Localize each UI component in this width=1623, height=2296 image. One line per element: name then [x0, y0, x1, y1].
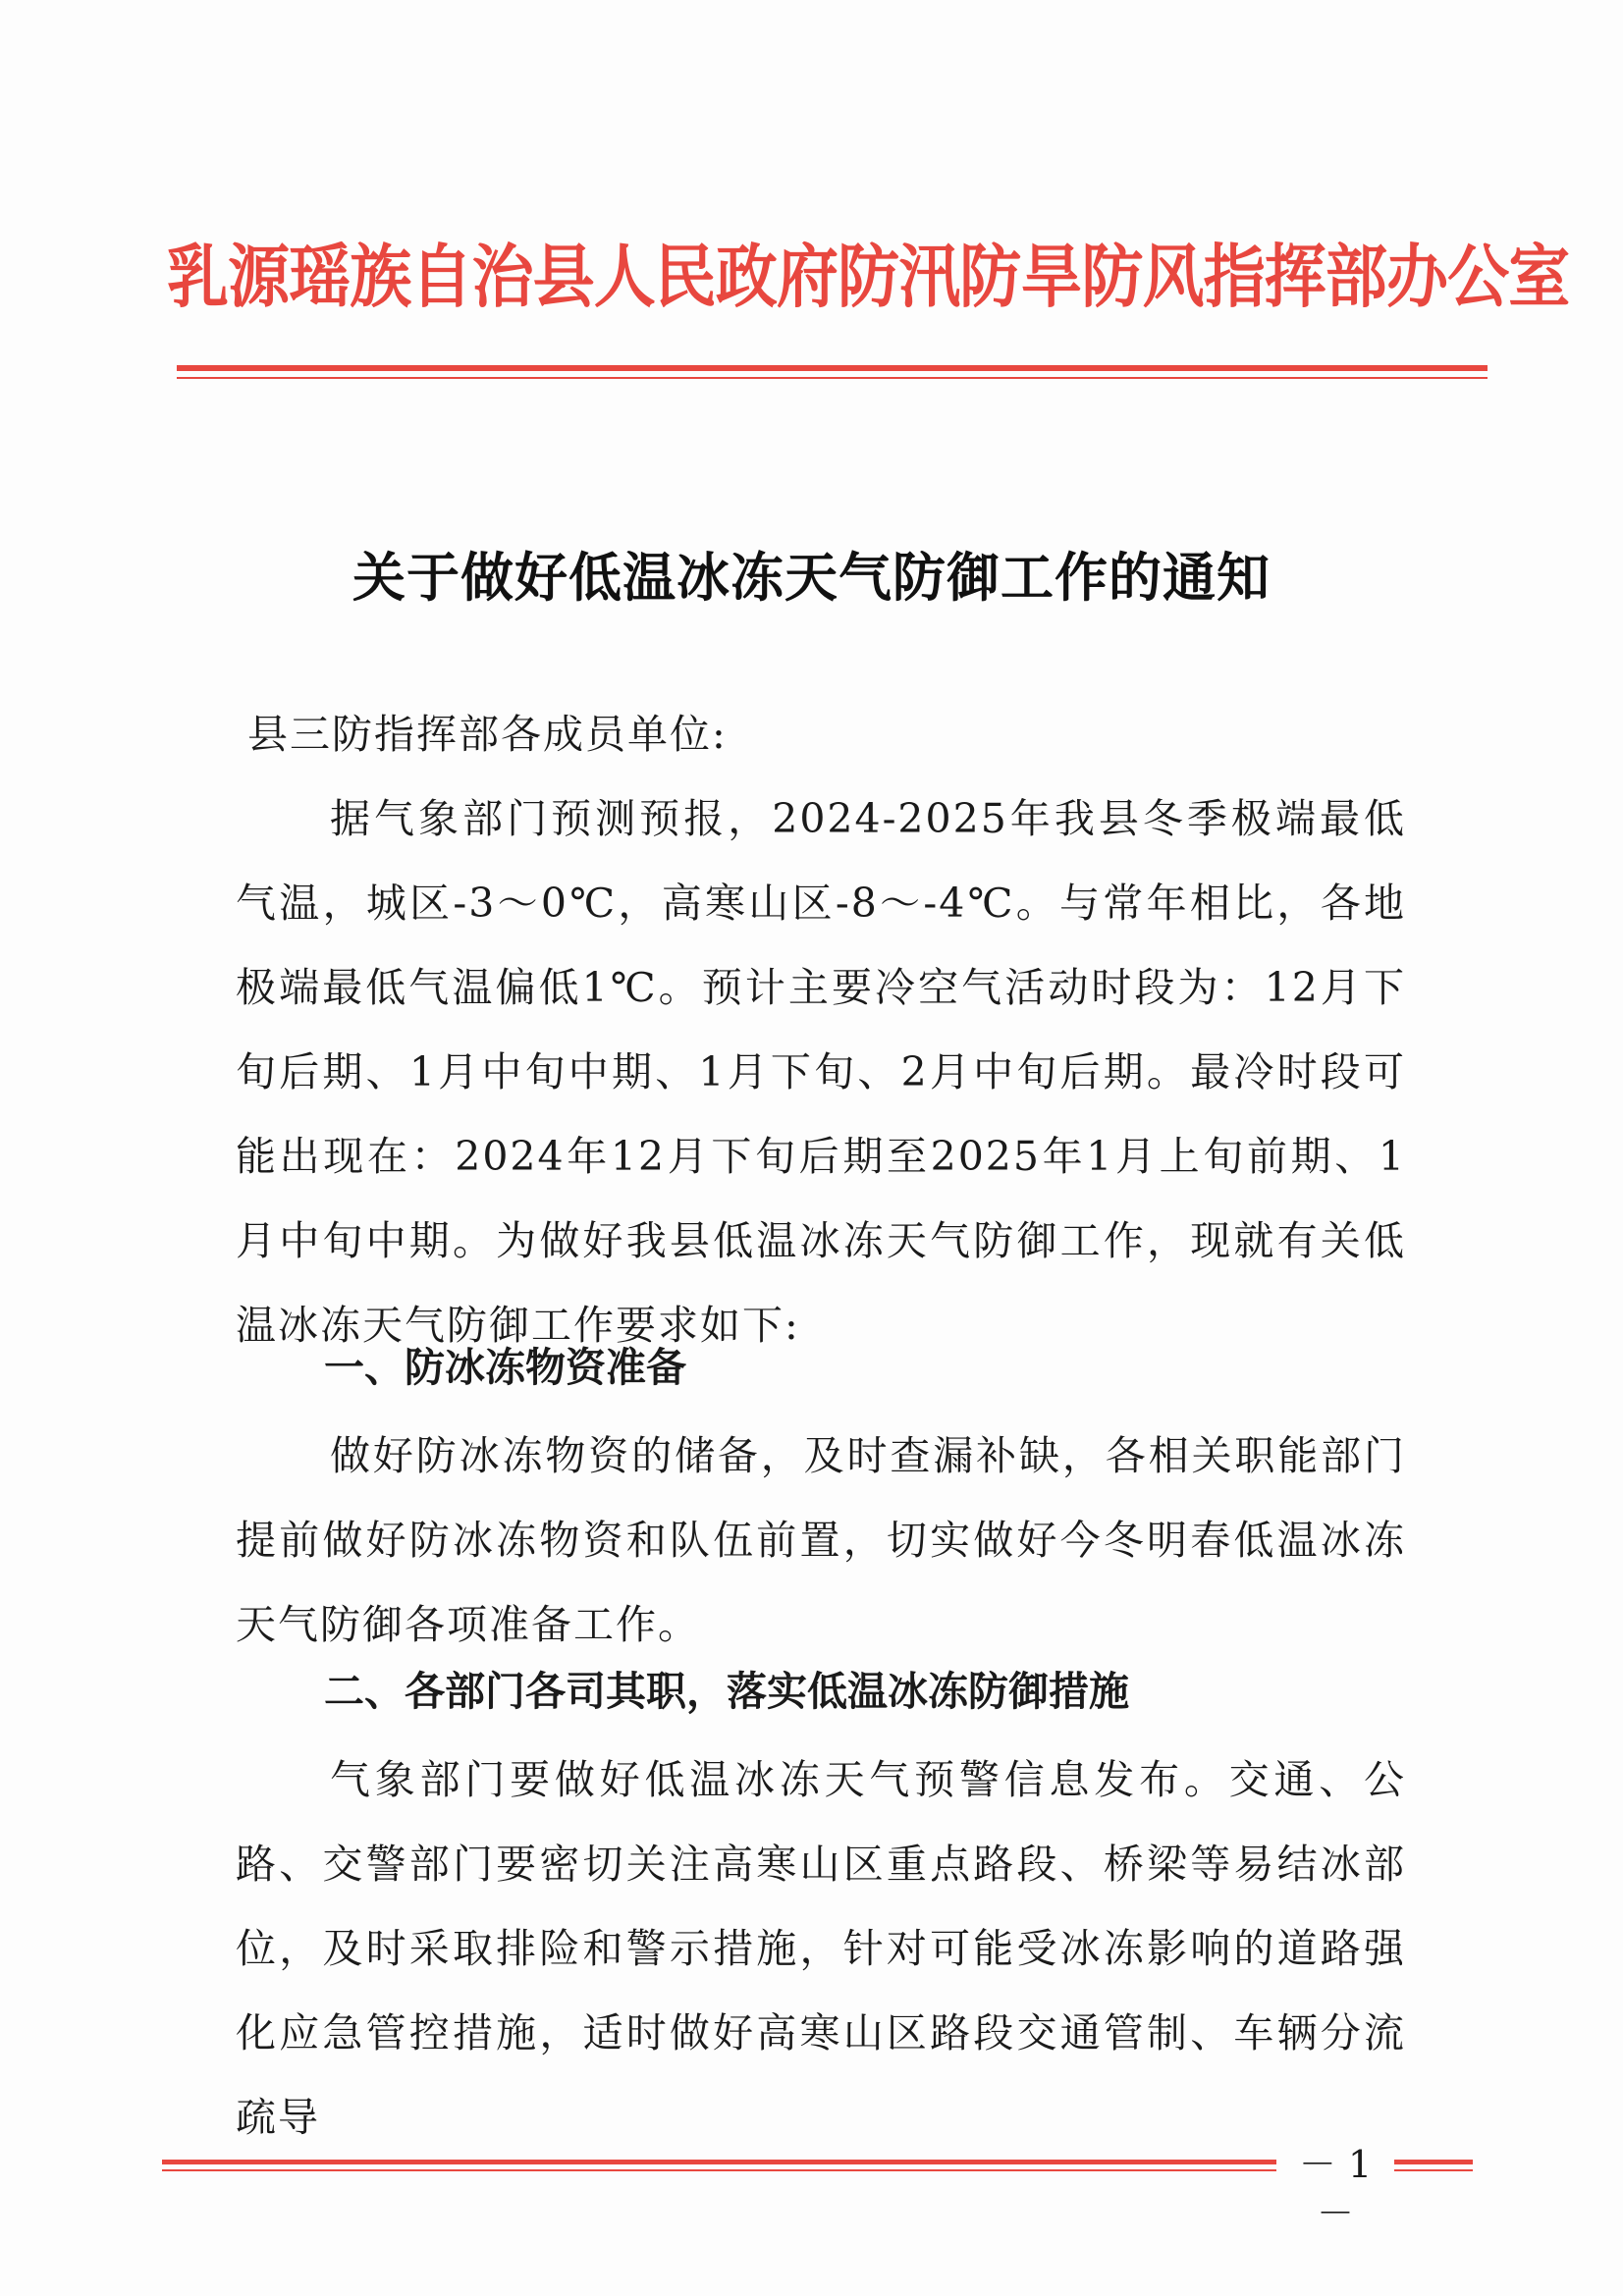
paragraph-section-2: 气象部门要做好低温冰冻天气预警信息发布。交通、公路、交警部门要密切关注高寒山区重点路段、桥梁等易结冰部位，及时采取排险和警示措施，针对可能受冰冻影响的道路强化应急管控措施，适时做好高寒山区路段交通管制、车辆分流疏导 [236, 1756, 1406, 2141]
document-title: 关于做好低温冰冻天气防御工作的通知 [352, 546, 1271, 609]
header-red-rule-thick [177, 365, 1488, 371]
header-red-rule-thin [177, 377, 1488, 379]
section-heading-2: 二、各部门各司其职，落实低温冰冻防御措施 [324, 1668, 1129, 1715]
page-number: － 1 － [1276, 2140, 1394, 2238]
salutation: 县三防指挥部各成员单位: [247, 711, 728, 758]
paragraph-intro: 据气象部门预测预报，2024-2025年我县冬季极端最低气温，城区-3～0℃，高寒山区-8～-4℃。与常年相比，各地极端最低气温偏低1℃。预计主要冷空气活动时段为：12月下旬后期、1月中旬中期、1月下旬、2月中旬后期。最冷时段可能出现在：2024年12月下旬后期至2025年1月上旬前期、1月中旬中期。为做好我县低温冰冻天气防御工作，现就有关低温冰冻天气防御工作要求如下: [236, 795, 1406, 1349]
issuing-organization-title: 乳源瑶族自治县人民政府防汛防旱防风指挥部办公室 [167, 237, 1570, 317]
paragraph-section-1: 做好防冰冻物资的储备，及时查漏补缺，各相关职能部门提前做好防冰冻物资和队伍前置，切实做好今冬明春低温冰冻天气防御各项准备工作。 [236, 1432, 1406, 1648]
section-heading-1: 一、防冰冻物资准备 [324, 1344, 686, 1391]
